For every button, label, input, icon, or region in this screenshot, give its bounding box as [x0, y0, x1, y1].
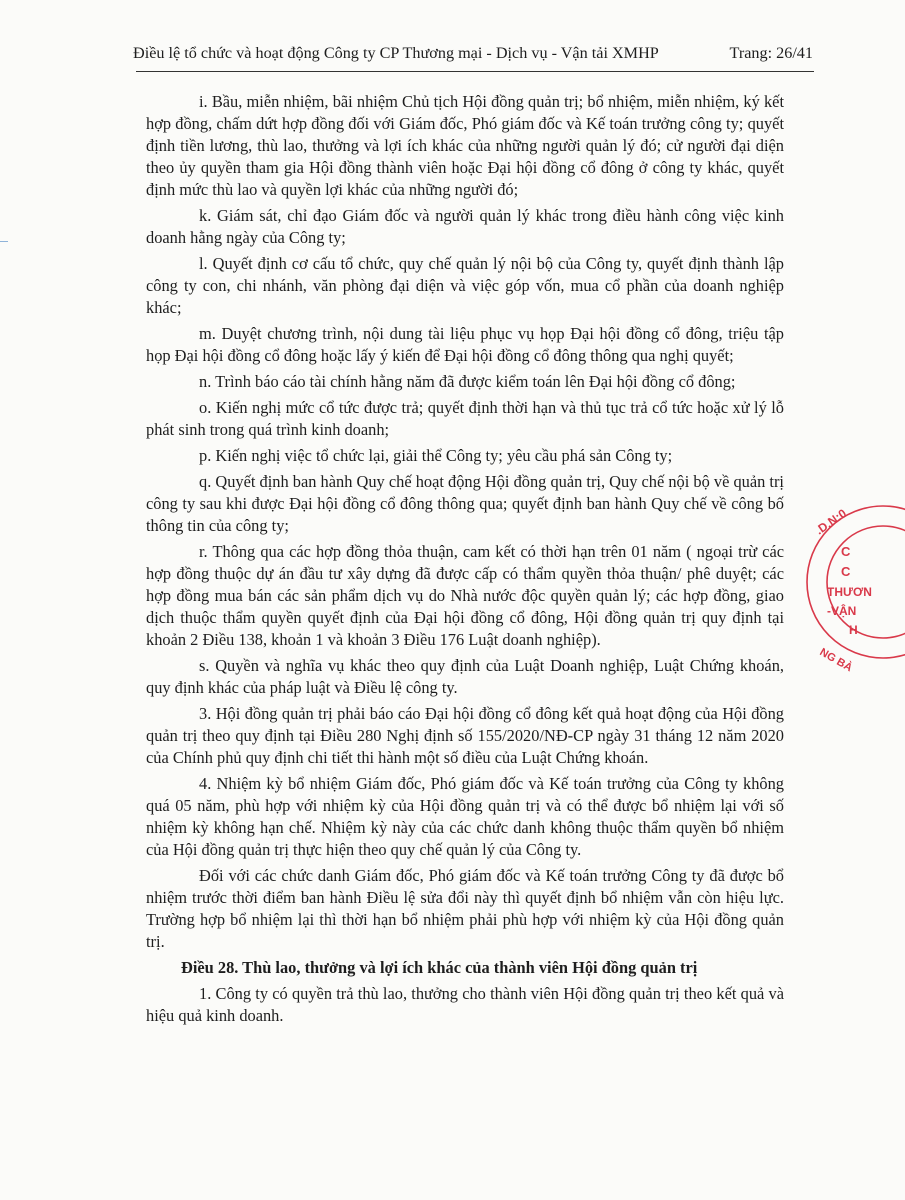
header-divider	[136, 71, 814, 72]
seal-text-7: NG BÀ	[817, 646, 855, 675]
company-seal	[805, 500, 905, 675]
seal-text-3: C	[841, 564, 851, 579]
seal-inner-ring	[827, 526, 905, 638]
clause-o: o. Kiến nghị mức cổ tức được trả; quyết định thời hạn và thủ tục trả cổ tức hoặc xử lý lỗ phát sinh trong quá trình kinh doanh;	[146, 398, 784, 439]
seal-text-5: -VẬN	[827, 604, 857, 618]
seal-text-4: THƯƠN	[827, 585, 872, 599]
clause-s: s. Quyền và nghĩa vụ khác theo quy định của Luật Doanh nghiệp, Luật Chứng khoán, quy định khác của pháp luật và Điều lệ công ty.	[146, 656, 784, 697]
clause-l: l. Quyết định cơ cấu tổ chức, quy chế quản lý nội bộ của Công ty, quyết định thành lập công ty con, chi nhánh, văn phòng đại diện và việc góp vốn, mua cổ phần của doanh nghiệp khác;	[146, 254, 784, 317]
seal-text-6: H	[849, 623, 858, 637]
article-28-item-1: 1. Công ty có quyền trả thù lao, thưởng cho thành viên Hội đồng quản trị theo kết quả và hiệu quả kinh doanh.	[146, 984, 784, 1025]
clause-m: m. Duyệt chương trình, nội dung tài liệu phục vụ họp Đại hội đồng cổ đông, triệu tập họp Đại hội đồng cổ đông hoặc lấy ý kiến để Đại hội đồng cổ đông thông qua nghị quyết;	[146, 324, 784, 365]
seal-text-2: C	[841, 544, 851, 559]
clause-r: r. Thông qua các hợp đồng thỏa thuận, cam kết có thời hạn trên 01 năm ( ngoại trừ các hợp đồng thuộc dự án đầu tư xây dựng đã được cấp có thẩm quyền thỏa thuận/ phê duyệt; các hợp đồng mua bán các sản phẩm dịch vụ do Nhà nước độc quyền quản lý; các hợp đồng, giao dịch thuộc thẩm quyền quyết định của Đại hội đồng cổ đông, Hội đồng quản trị quy định tại khoản 2 Điều 138, khoản 1 và khoản 3 Điều 176 Luật doanh nghiệp).	[146, 542, 784, 649]
clause-k: k. Giám sát, chỉ đạo Giám đốc và người quản lý khác trong điều hành công việc kinh doanh hằng ngày của Công ty;	[146, 206, 784, 247]
item-4: 4. Nhiệm kỳ bổ nhiệm Giám đốc, Phó giám đốc và Kế toán trưởng của Công ty không quá 05 năm, phù hợp với nhiệm kỳ của Hội đồng quản trị và có thể được bổ nhiệm lại với số nhiệm kỳ không hạn chế. Nhiệm kỳ này của các chức danh không thuộc thẩm quyền bổ nhiệm của Hội đồng quản trị thực hiện theo quy chế quản lý của Công ty.	[146, 774, 784, 859]
clause-n: n. Trình báo cáo tài chính hằng năm đã được kiểm toán lên Đại hội đồng cổ đông;	[199, 372, 736, 391]
article-28-heading: Điều 28. Thù lao, thưởng và lợi ích khác của thành viên Hội đồng quản trị	[181, 958, 698, 977]
margin-mark	[0, 241, 8, 242]
item-3: 3. Hội đồng quản trị phải báo cáo Đại hội đồng cổ đông kết quả hoạt động của Hội đồng quản trị theo quy định tại Điều 280 Nghị định số 155/2020/NĐ-CP ngày 31 tháng 12 năm 2020 của Chính phủ quy định chi tiết thi hành một số điều của Luật Chứng khoán.	[146, 704, 784, 767]
header-title: Điều lệ tổ chức và hoạt động Công ty CP Thương mại - Dịch vụ - Vận tải XMHP	[133, 44, 659, 62]
document-body	[146, 91, 784, 1031]
running-header	[133, 44, 813, 63]
transition-note: Đối với các chức danh Giám đốc, Phó giám đốc và Kế toán trưởng Công ty đã được bổ nhiệm trước thời điểm ban hành Điều lệ sửa đổi này thì quyết định bổ nhiệm vẫn còn hiệu lực. Trường hợp bổ nhiệm lại thì thời hạn bổ nhiệm phải phù hợp với nhiệm kỳ của Hội đồng quản trị.	[146, 866, 784, 951]
clause-q: q. Quyết định ban hành Quy chế hoạt động Hội đồng quản trị, Quy chế nội bộ về quản trị công ty sau khi được Đại hội đồng cổ đông thông qua; quyết định ban hành Quy chế về công bố thông tin của công ty;	[146, 472, 784, 535]
clause-i: i. Bầu, miễn nhiệm, bãi nhiệm Chủ tịch Hội đồng quản trị; bổ nhiệm, miễn nhiệm, ký kết hợp đồng, chấm dứt hợp đồng đối với Giám đốc, Phó giám đốc và Kế toán trưởng công ty; quyết định tiền lương, thù lao, thưởng và lợi ích khác của những người quản lý đó; cử người đại diện theo ủy quyền tham gia Hội đồng thành viên hoặc Đại hội đồng cổ đông ở công ty khác, quyết định mức thù lao và quyền lợi khác của những người đó;	[146, 92, 784, 199]
seal-text-1: .D.N:0	[812, 506, 850, 538]
page-number: Trang: 26/41	[729, 44, 813, 62]
clause-p: p. Kiến nghị việc tổ chức lại, giải thể Công ty; yêu cầu phá sản Công ty;	[199, 446, 673, 465]
